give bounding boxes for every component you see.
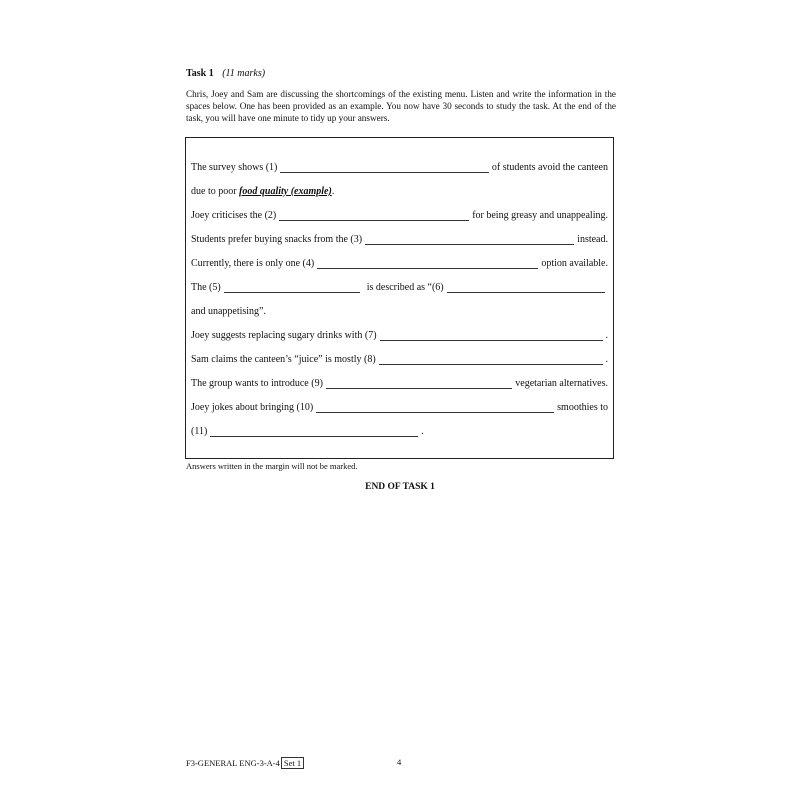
line-text: Students prefer buying snacks from the (3) xyxy=(191,234,363,245)
set-badge: Set 1 xyxy=(281,757,304,769)
line-text: Currently, there is only one (4) xyxy=(191,258,315,269)
line-text: The survey shows (1) xyxy=(191,162,278,173)
task-label: Task 1 xyxy=(186,68,214,79)
line-text: smoothies to xyxy=(557,402,608,413)
line-text: of students avoid the canteen xyxy=(491,162,608,173)
answer-line-10 xyxy=(191,399,608,413)
example-answer: food quality (example) xyxy=(239,186,332,197)
answer-blank-9[interactable] xyxy=(326,378,512,389)
line-text: The group wants to introduce (9) xyxy=(191,378,323,389)
margin-note: Answers written in the margin will not be marked. xyxy=(186,461,358,471)
line-text: is described as “(6) xyxy=(366,282,444,293)
footer xyxy=(186,757,304,769)
line-text: instead. xyxy=(577,234,608,245)
task-instructions: Chris, Joey and Sam are discussing the shortcomings of the existing menu. Listen and write the information in the spaces below. One has been provided as an example. You now have 30 seconds to study the task. At the end of the task, you will have one minute to tidy up your answers. xyxy=(186,89,616,123)
answer-line-6-cont xyxy=(191,303,608,317)
line-text: The (5) xyxy=(191,282,221,293)
line-text: (11) xyxy=(191,426,208,437)
line-text: Joey criticises the (2) xyxy=(191,210,277,221)
answer-line-3 xyxy=(191,231,608,245)
answer-line-1 xyxy=(191,159,608,173)
answer-blank-4[interactable] xyxy=(317,258,538,269)
task-marks: (11 marks) xyxy=(222,68,266,79)
line-text: option available. xyxy=(541,258,608,269)
answer-box xyxy=(185,137,614,459)
answer-line-11 xyxy=(191,423,608,437)
answer-blank-5[interactable] xyxy=(224,282,360,293)
answer-line-2 xyxy=(191,207,608,221)
line-text: due to poor xyxy=(191,186,240,197)
line-text: . xyxy=(331,186,335,197)
answer-blank-10[interactable] xyxy=(316,402,554,413)
line-text: Sam claims the canteen’s “juice” is mostly (8) xyxy=(191,354,376,365)
paper-code: F3-GENERAL ENG-3-A-4 xyxy=(186,758,280,768)
answer-line-example xyxy=(191,183,608,197)
task-heading xyxy=(186,68,265,79)
line-text: vegetarian alternatives. xyxy=(515,378,608,389)
answer-blank-8[interactable] xyxy=(379,354,603,365)
answer-line-4 xyxy=(191,255,608,269)
end-of-task-label: END OF TASK 1 xyxy=(365,482,435,492)
answer-blank-11[interactable] xyxy=(210,426,418,437)
line-text: Joey jokes about bringing (10) xyxy=(191,402,314,413)
answer-blank-7[interactable] xyxy=(380,330,603,341)
answer-line-8 xyxy=(191,351,608,365)
answer-blank-2[interactable] xyxy=(279,210,469,221)
answer-blank-1[interactable] xyxy=(280,162,489,173)
line-text: Joey suggests replacing sugary drinks with (7) xyxy=(191,330,377,341)
line-text: and unappetising”. xyxy=(191,306,266,317)
line-text: . xyxy=(421,426,424,437)
line-text: . xyxy=(605,330,608,341)
answer-line-7 xyxy=(191,327,608,341)
answer-blank-3[interactable] xyxy=(365,234,574,245)
answer-line-5-6 xyxy=(191,279,608,293)
answer-line-9 xyxy=(191,375,608,389)
line-text: . xyxy=(605,354,608,365)
line-text: for being greasy and unappealing. xyxy=(472,210,608,221)
page-number: 4 xyxy=(397,757,402,767)
answer-blank-6[interactable] xyxy=(447,282,605,293)
